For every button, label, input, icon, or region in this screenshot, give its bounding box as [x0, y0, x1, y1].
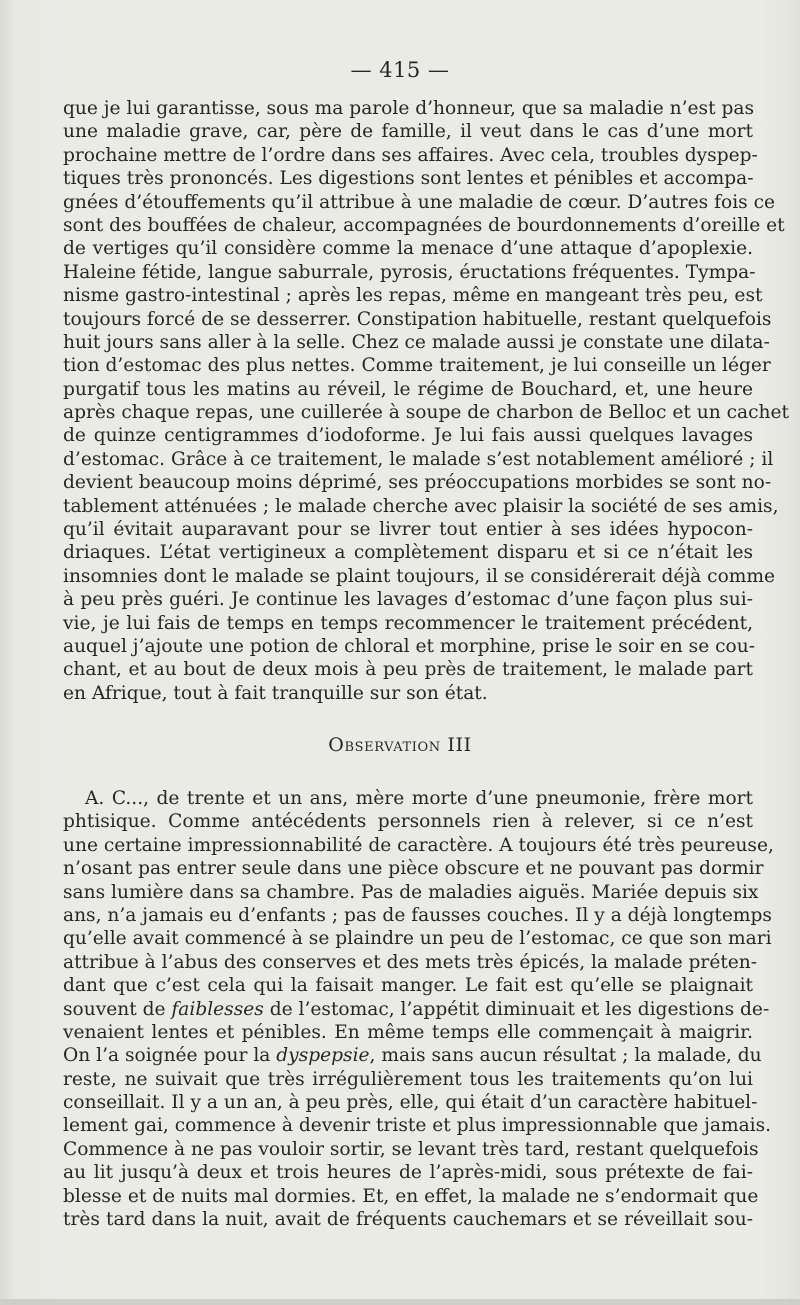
text-line: prochaine mettre de l’ordre dans ses affaires. Avec cela, troubles dyspep-	[63, 144, 758, 166]
page-bottom-edge	[0, 1299, 800, 1305]
text-line: purgatif tous les matins au réveil, le régime de Bouchard, et, une heure	[63, 378, 753, 400]
text-line: huit jours sans aller à la selle. Chez ce malade aussi je constate une dilata-	[63, 331, 770, 353]
text-line: conseillait. Il y a un an, à peu près, elle, qui était d’un caractère habituel-	[63, 1092, 758, 1114]
page-number: — 415 —	[350, 58, 450, 82]
text-line: après chaque repas, une cuillerée à soupe de charbon de Belloc et un cachet	[63, 402, 789, 424]
text-line: phtisique. Comme antécédents personnels rien à relever, si ce n’est	[63, 811, 753, 833]
italic-term-dyspepsie: dyspepsie	[276, 1045, 370, 1067]
text-line: reste, ne suivait que très irrégulièrement tous les traitements qu’on lui	[63, 1068, 753, 1090]
text-segment: de l’estomac, l’appétit diminuait et les digestions de-	[263, 998, 770, 1020]
text-line: driaques. L’état vertigineux a complètement disparu et si ce n’était les	[63, 542, 753, 564]
text-line: lement gai, commence à devenir triste et plus impressionnable que jamais.	[63, 1115, 772, 1137]
text-segment: , mais sans aucun résultat ; la malade, du	[369, 1045, 762, 1067]
text-line: Commence à ne pas vouloir sortir, se levant très tard, restant quelquefois	[63, 1138, 759, 1160]
text-line: Haleine fétide, langue saburrale, pyrosis, éructations fréquentes. Tympa-	[63, 261, 756, 283]
text-line: auquel j’ajoute une potion de chloral et morphine, prise le soir en se cou-	[63, 635, 755, 657]
text-line: à peu près guéri. Je continue les lavages d’estomac d’une façon plus sui-	[63, 589, 753, 611]
italic-term-faiblesses: faiblesses	[171, 998, 264, 1020]
text-line: devient beaucoup moins déprimé, ses préoccupations morbides se sont no-	[63, 472, 772, 494]
text-line: très tard dans la nuit, avait de fréquents cauchemars et se réveillait sou-	[63, 1209, 753, 1231]
text-line: venaient lentes et pénibles. En même temps elle commençait à maigrir.	[63, 1021, 753, 1043]
text-segment: souvent de	[63, 998, 172, 1020]
text-line: A. C..., de trente et un ans, mère morte d’une pneumonie, frère mort	[85, 788, 753, 809]
text-line: dant que c’est cela qui la faisait manger. Le fait est qu’elle se plaignait	[63, 975, 753, 997]
text-line: chant, et au bout de deux mois à peu près de traitement, le malade part	[63, 659, 753, 681]
text-line: d’estomac. Grâce à ce traitement, le malade s’est notablement amélioré ; il	[63, 448, 774, 470]
text-line: une maladie grave, car, père de famille, il veut dans le cas d’une mort	[63, 121, 753, 143]
text-line: gnées d’étouffements qu’il attribue à une maladie de cœur. D’autres fois ce	[63, 191, 776, 213]
text-line: tion d’estomac des plus nettes. Comme traitement, je lui conseille un léger	[63, 355, 771, 377]
text-line: de quinze centigrammes d’iodoforme. Je lui fais aussi quelques lavages	[63, 425, 753, 447]
text-line: blesse et de nuits mal dormies. Et, en effet, la malade ne s’endormait que	[63, 1185, 759, 1207]
text-line: tiques très prononcés. Les digestions sont lentes et pénibles et accompa-	[63, 168, 754, 190]
text-line: sont des bouffées de chaleur, accompagnées de bourdonnements d’oreille et	[63, 214, 785, 236]
text-line: en Afrique, tout à fait tranquille sur son état.	[63, 682, 488, 704]
text-line: qu’elle avait commencé à se plaindre un peu de l’estomac, ce que son mari	[63, 928, 772, 950]
paragraph-observation-iii	[63, 787, 774, 1231]
text-line: de vertiges qu’il considère comme la menace d’une attaque d’apoplexie.	[63, 238, 753, 260]
text-line: tablement atténuées ; le malade cherche avec plaisir la société de ses amis,	[63, 495, 779, 517]
text-line: n’osant pas entrer seule dans une pièce obscure et ne pouvant pas dormir	[63, 858, 764, 880]
text-line: sans lumière dans sa chambre. Pas de maladies aiguës. Mariée depuis six	[63, 881, 759, 903]
text-line: insomnies dont le malade se plaint toujours, il se considérerait déjà comme	[63, 565, 776, 587]
section-heading: Observation III	[328, 734, 472, 756]
text-line: vie, je lui fais de temps en temps recommencer le traitement précédent,	[63, 612, 753, 634]
text-line: une certaine impressionnabilité de caractère. A toujours été très peureuse,	[63, 834, 774, 856]
text-line	[63, 998, 770, 1021]
text-line: toujours forcé de se desserrer. Constipation habituelle, restant quelquefois	[63, 308, 772, 330]
text-line: que je lui garantisse, sous ma parole d’honneur, que sa maladie n’est pas	[63, 98, 755, 119]
text-segment: On l’a soignée pour la	[63, 1045, 277, 1067]
text-line: qu’il évitait auparavant pour se livrer tout entier à ses idées hypocon-	[63, 519, 753, 541]
text-line: nisme gastro-intestinal ; après les repas, même en mangeant très peu, est	[63, 285, 763, 307]
text-line	[63, 1044, 762, 1067]
paragraph-continued	[63, 97, 789, 705]
text-line: attribue à l’abus des conserves et des mets très épicés, la malade préten-	[63, 951, 758, 973]
text-line: au lit jusqu’à deux et trois heures de l’après-midi, sous prétexte de fai-	[63, 1162, 753, 1184]
text-line: ans, n’a jamais eu d’enfants ; pas de fausses couches. Il y a déjà longtemps	[63, 904, 772, 926]
